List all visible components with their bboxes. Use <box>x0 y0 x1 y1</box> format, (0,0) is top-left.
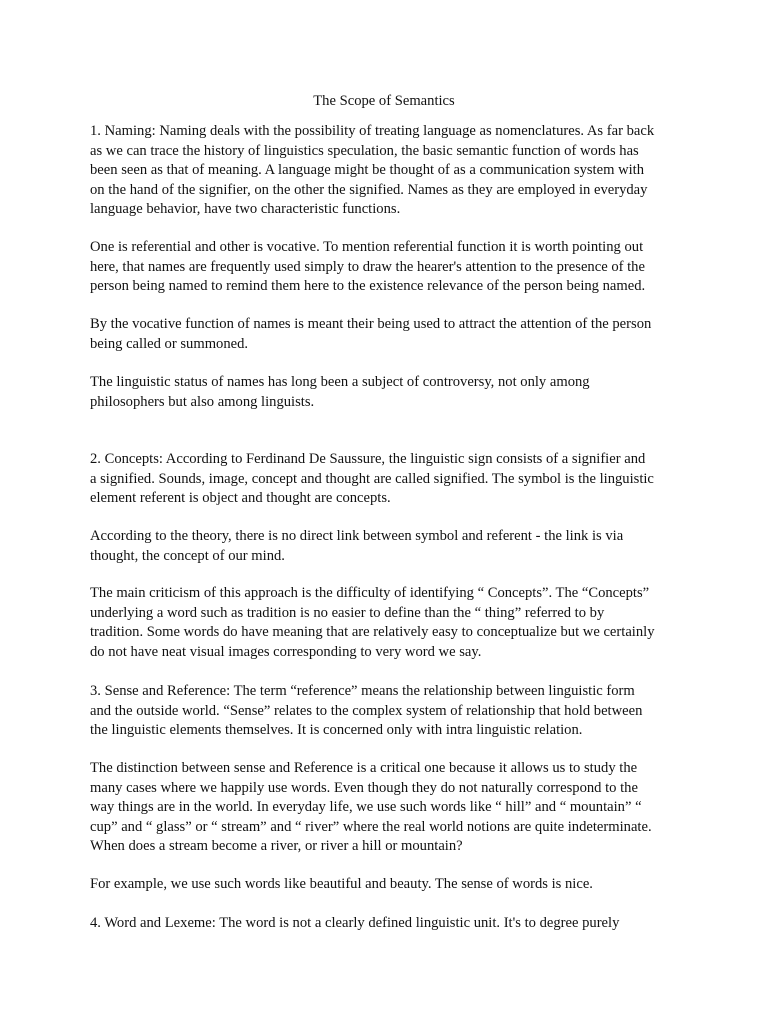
text-line: here, that names are frequently used simply to draw the hearer's attention to the presence of the <box>90 258 645 275</box>
text-line: on the hand of the signifier, on the other the signified. Names as they are employed in everyday <box>90 181 648 198</box>
text-line: as we can trace the history of linguistics speculation, the basic semantic function of words has <box>90 142 639 159</box>
text-line: The main criticism of this approach is the difficulty of identifying “ Concepts”. The “Concepts” <box>90 585 650 601</box>
paragraph-naming <box>90 122 690 220</box>
paragraph-referential-vocative <box>90 238 690 297</box>
text-line: thought, the concept of our mind. <box>90 547 285 564</box>
text-line: philosophers but also among linguists. <box>90 393 315 410</box>
text-line: cup” and “ glass” or “ stream” and “ river” where the real world notions are quite indeterminate. <box>90 818 652 835</box>
text-line: underlying a word such as tradition is no easier to define than the “ thing” referred to by <box>90 604 605 621</box>
text-line: 1. Naming: Naming deals with the possibility of treating language as nomenclatures. As far back <box>90 123 655 139</box>
text-line: By the vocative function of names is meant their being used to attract the attention of the person <box>90 316 652 332</box>
text-line: way things are in the world. In everyday life, we use such words like “ hill” and “ mountain” “ <box>90 799 642 815</box>
text-line: and the outside world. “Sense” relates to the complex system of relationship that hold between <box>90 702 643 719</box>
text-line: language behavior, have two characteristic functions. <box>90 201 401 217</box>
text-line: a signified. Sounds, image, concept and thought are called signified. The symbol is the linguistic <box>90 470 654 487</box>
text-line: element referent is object and thought are concepts. <box>90 490 391 506</box>
paragraph-distinction <box>90 759 690 857</box>
text-line: tradition. Some words do have meaning that are relatively easy to conceptualize but we certainly <box>90 624 655 640</box>
paragraph-theory <box>90 527 690 566</box>
paragraph-criticism <box>90 584 690 662</box>
text-line: the linguistic elements themselves. It is concerned only with intra linguistic relation. <box>90 722 583 738</box>
text-line: The distinction between sense and Reference is a critical one because it allows us to study the <box>90 760 638 776</box>
text-line: 2. Concepts: According to Ferdinand De Saussure, the linguistic sign consists of a signifier and <box>90 451 646 467</box>
paragraph-sense-reference <box>90 682 690 741</box>
text-line: person being named to remind them here to the existence relevance of the person being named. <box>90 278 646 294</box>
paragraph-word-lexeme <box>90 914 690 934</box>
text-line: being called or summoned. <box>90 335 249 352</box>
text-line: 4. Word and Lexeme: The word is not a clearly defined linguistic unit. It's to degree purely <box>90 915 620 931</box>
paragraph-linguistic-status <box>90 373 690 412</box>
text-line: When does a stream become a river, or river a hill or mountain? <box>90 838 463 854</box>
text-line: The linguistic status of names has long been a subject of controversy, not only among <box>90 374 590 390</box>
text-line: many cases where we happily use words. Even though they do not naturally correspond to the <box>90 779 638 796</box>
page-title: The Scope of Semantics <box>313 93 455 109</box>
paragraph-example <box>90 875 690 895</box>
text-line: One is referential and other is vocative. To mention referential function it is worth pointing out <box>90 239 644 255</box>
paragraph-vocative-function <box>90 315 690 354</box>
text-line: do not have neat visual images corresponding to very word we say. <box>90 643 482 660</box>
text-line: According to the theory, there is no direct link between symbol and referent - the link is via <box>90 528 624 544</box>
text-line: 3. Sense and Reference: The term “reference” means the relationship between linguistic form <box>90 683 635 699</box>
text-line: been seen as that of meaning. A language might be thought of as a communication system with <box>90 162 645 178</box>
paragraph-concepts <box>90 450 690 509</box>
text-line: For example, we use such words like beautiful and beauty. The sense of words is nice. <box>90 876 593 892</box>
